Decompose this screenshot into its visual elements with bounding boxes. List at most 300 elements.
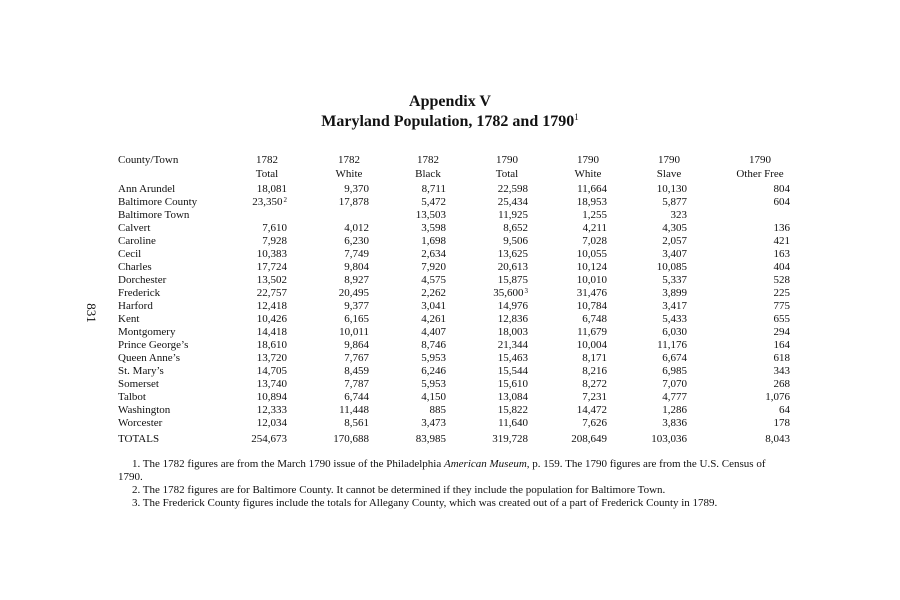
cell-value bbox=[607, 430, 687, 446]
cell-value bbox=[687, 391, 790, 404]
cell-number: 4,012 bbox=[344, 222, 369, 234]
cell-number: 7,626 bbox=[582, 417, 607, 429]
cell-number: 11,925 bbox=[498, 209, 528, 221]
cell-value bbox=[287, 287, 369, 300]
cell-value bbox=[687, 209, 790, 222]
cell-number: 4,407 bbox=[421, 326, 446, 338]
column-header-1790-other-free bbox=[725, 153, 795, 181]
cell-number: 9,804 bbox=[344, 261, 369, 273]
county-name: Cecil bbox=[118, 248, 142, 260]
cell-value bbox=[607, 183, 687, 196]
cell-number: 1,286 bbox=[662, 404, 687, 416]
table-row bbox=[118, 209, 790, 222]
cell-value bbox=[446, 196, 528, 209]
cell-number: 14,976 bbox=[497, 300, 528, 312]
cell-number: 10,124 bbox=[576, 261, 607, 273]
cell-value bbox=[287, 417, 369, 430]
cell-number: 4,150 bbox=[421, 391, 446, 403]
cell-value bbox=[287, 209, 369, 222]
county-name: TOTALS bbox=[118, 433, 160, 445]
cell-value bbox=[528, 339, 607, 352]
cell-number: 6,230 bbox=[344, 235, 369, 247]
cell-number: 804 bbox=[773, 183, 790, 195]
cell-number: 8,043 bbox=[765, 433, 790, 445]
table-row bbox=[118, 365, 790, 378]
cell-number: 10,426 bbox=[256, 313, 287, 325]
cell-value bbox=[687, 430, 790, 446]
cell-number: 5,472 bbox=[421, 196, 446, 208]
cell-number: 11,664 bbox=[577, 183, 607, 195]
cell-value bbox=[369, 313, 446, 326]
column-header-1790-total bbox=[472, 153, 542, 181]
cell-value bbox=[446, 248, 528, 261]
county-name: Baltimore Town bbox=[118, 209, 190, 221]
cell-value bbox=[287, 183, 369, 196]
cell-number: 64 bbox=[779, 404, 790, 416]
cell-number: 163 bbox=[773, 248, 790, 260]
cell-number: 4,211 bbox=[582, 222, 607, 234]
cell-number: 10,383 bbox=[256, 248, 287, 260]
county-name: Dorchester bbox=[118, 274, 167, 286]
cell-number: 103,036 bbox=[651, 433, 687, 445]
cell-value bbox=[528, 300, 607, 313]
cell-value bbox=[528, 196, 607, 209]
table-row bbox=[118, 391, 790, 404]
cell-number: 5,433 bbox=[662, 313, 687, 325]
cell-number: 8,711 bbox=[421, 183, 446, 195]
cell-value bbox=[287, 274, 369, 287]
cell-number: 268 bbox=[773, 378, 790, 390]
cell-number: 83,985 bbox=[415, 433, 446, 445]
table-title-text: Maryland Population, 1782 and 1790 bbox=[321, 113, 575, 130]
cell-number: 35,600 bbox=[493, 287, 524, 299]
page-number: 831 bbox=[84, 303, 99, 323]
cell-number: 4,777 bbox=[662, 391, 687, 403]
cell-value bbox=[228, 339, 287, 352]
cell-value bbox=[369, 378, 446, 391]
county-name: Montgomery bbox=[118, 326, 176, 338]
cell-value bbox=[287, 430, 369, 446]
cell-number: 208,649 bbox=[571, 433, 607, 445]
cell-value bbox=[446, 222, 528, 235]
cell-value bbox=[687, 248, 790, 261]
cell-value bbox=[528, 183, 607, 196]
cell-value bbox=[607, 378, 687, 391]
cell-number: 10,784 bbox=[576, 300, 607, 312]
cell-value bbox=[228, 365, 287, 378]
cell-value bbox=[369, 365, 446, 378]
cell-number: 6,674 bbox=[662, 352, 687, 364]
cell-value bbox=[228, 248, 287, 261]
cell-value bbox=[528, 365, 607, 378]
cell-value bbox=[369, 261, 446, 274]
cell-number: 7,070 bbox=[662, 378, 687, 390]
column-header-1782-total bbox=[232, 153, 302, 181]
cell-number: 15,463 bbox=[497, 352, 528, 364]
cell-number: 6,985 bbox=[662, 365, 687, 377]
cell-number: 8,459 bbox=[344, 365, 369, 377]
table-row bbox=[118, 326, 790, 339]
cell-number: 18,610 bbox=[256, 339, 287, 351]
cell-value bbox=[369, 196, 446, 209]
cell-value bbox=[607, 391, 687, 404]
cell-number: 13,084 bbox=[497, 391, 528, 403]
cell-number: 3,041 bbox=[421, 300, 446, 312]
cell-value bbox=[687, 352, 790, 365]
cell-value bbox=[687, 287, 790, 300]
county-name: Talbot bbox=[118, 391, 146, 403]
cell-number: 5,337 bbox=[662, 274, 687, 286]
table-row bbox=[118, 274, 790, 287]
cell-value bbox=[287, 404, 369, 417]
table-row bbox=[118, 313, 790, 326]
cell-number: 8,216 bbox=[582, 365, 607, 377]
cell-value bbox=[528, 378, 607, 391]
cell-value bbox=[287, 196, 369, 209]
cell-value bbox=[228, 417, 287, 430]
column-header-label: Total bbox=[255, 168, 279, 180]
cell-value bbox=[369, 404, 446, 417]
cell-number: 7,920 bbox=[421, 261, 446, 273]
cell-number: 8,927 bbox=[344, 274, 369, 286]
cell-value bbox=[607, 196, 687, 209]
cell-number: 14,472 bbox=[576, 404, 607, 416]
cell-number: 14,418 bbox=[256, 326, 287, 338]
cell-value bbox=[228, 196, 287, 209]
cell-value bbox=[287, 313, 369, 326]
cell-number: 10,894 bbox=[256, 391, 287, 403]
cell-value bbox=[369, 222, 446, 235]
cell-value bbox=[446, 313, 528, 326]
cell-value bbox=[446, 261, 528, 274]
cell-value bbox=[287, 365, 369, 378]
cell-value bbox=[287, 248, 369, 261]
cell-value bbox=[607, 209, 687, 222]
cell-value bbox=[607, 235, 687, 248]
cell-number: 885 bbox=[429, 404, 446, 416]
column-header-label: White bbox=[574, 168, 602, 180]
cell-value bbox=[369, 248, 446, 261]
cell-number: 323 bbox=[670, 209, 687, 221]
cell-value bbox=[687, 235, 790, 248]
cell-number: 14,705 bbox=[256, 365, 287, 377]
cell-value bbox=[607, 404, 687, 417]
cell-number: 9,377 bbox=[344, 300, 369, 312]
cell-value bbox=[287, 235, 369, 248]
table-row bbox=[118, 404, 790, 417]
county-name: Worcester bbox=[118, 417, 163, 429]
cell-value bbox=[228, 209, 287, 222]
table-title-footnote-ref: 1 bbox=[574, 112, 579, 122]
county-name: Washington bbox=[118, 404, 171, 416]
cell-value bbox=[687, 274, 790, 287]
cell-value bbox=[528, 352, 607, 365]
cell-value bbox=[369, 339, 446, 352]
table-row bbox=[118, 235, 790, 248]
cell-value bbox=[528, 417, 607, 430]
cell-value bbox=[607, 274, 687, 287]
table-row bbox=[118, 300, 790, 313]
cell-number: 8,746 bbox=[421, 339, 446, 351]
cell-number: 17,724 bbox=[256, 261, 287, 273]
county-name: Harford bbox=[118, 300, 153, 312]
cell-value bbox=[607, 352, 687, 365]
county-name: Caroline bbox=[118, 235, 156, 247]
cell-number: 11,679 bbox=[577, 326, 607, 338]
table-row bbox=[118, 183, 790, 196]
cell-value bbox=[528, 222, 607, 235]
cell-value bbox=[369, 326, 446, 339]
cell-number: 13,503 bbox=[415, 209, 446, 221]
cell-value bbox=[607, 248, 687, 261]
county-name: St. Mary’s bbox=[118, 365, 164, 377]
cell-number: 7,231 bbox=[582, 391, 607, 403]
county-name: Charles bbox=[118, 261, 152, 273]
cell-number: 1,698 bbox=[421, 235, 446, 247]
cell-value bbox=[687, 404, 790, 417]
column-header-label: Slave bbox=[656, 168, 682, 180]
cell-number: 3,473 bbox=[421, 417, 446, 429]
cell-number: 8,561 bbox=[344, 417, 369, 429]
county-name: Prince George’s bbox=[118, 339, 189, 351]
cell-value bbox=[607, 417, 687, 430]
cell-number: 15,822 bbox=[497, 404, 528, 416]
cell-value bbox=[687, 339, 790, 352]
cell-number: 18,081 bbox=[256, 183, 287, 195]
table-row bbox=[118, 339, 790, 352]
column-header-1790-slave bbox=[634, 153, 704, 181]
cell-number: 18,953 bbox=[576, 196, 607, 208]
cell-value bbox=[528, 326, 607, 339]
county-name: Frederick bbox=[118, 287, 161, 299]
cell-value bbox=[369, 391, 446, 404]
cell-value bbox=[228, 300, 287, 313]
cell-number: 13,720 bbox=[256, 352, 287, 364]
cell-value bbox=[607, 287, 687, 300]
column-header-year: 1790 bbox=[658, 154, 680, 166]
cell-number: 655 bbox=[773, 313, 790, 325]
cell-number: 15,875 bbox=[497, 274, 528, 286]
cell-number: 25,434 bbox=[497, 196, 528, 208]
cell-number: 13,740 bbox=[256, 378, 287, 390]
cell-value bbox=[687, 261, 790, 274]
cell-value bbox=[369, 430, 446, 446]
cell-number: 3,598 bbox=[421, 222, 446, 234]
cell-number: 20,495 bbox=[338, 287, 369, 299]
cell-number: 13,502 bbox=[256, 274, 287, 286]
table-row bbox=[118, 222, 790, 235]
cell-value bbox=[369, 183, 446, 196]
cell-number: 9,506 bbox=[503, 235, 528, 247]
cell-number: 9,370 bbox=[344, 183, 369, 195]
footnote-1-text-end: , p. 159. The 1790 figures are from the U.S. Census of 1790. bbox=[118, 458, 766, 483]
cell-value bbox=[687, 183, 790, 196]
totals-row bbox=[118, 430, 790, 446]
cell-number: 9,864 bbox=[344, 339, 369, 351]
column-header-label: Black bbox=[415, 168, 441, 180]
cell-number: 22,598 bbox=[497, 183, 528, 195]
cell-value bbox=[528, 404, 607, 417]
column-header-label: White bbox=[335, 168, 363, 180]
cell-value bbox=[687, 196, 790, 209]
cell-number: 1,076 bbox=[765, 391, 790, 403]
cell-number: 23,350 bbox=[252, 196, 283, 208]
cell-number: 136 bbox=[773, 222, 790, 234]
column-header-year: 1790 bbox=[496, 154, 518, 166]
cell-number: 10,130 bbox=[656, 183, 687, 195]
cell-value bbox=[607, 313, 687, 326]
cell-value bbox=[287, 339, 369, 352]
cell-number: 12,418 bbox=[256, 300, 287, 312]
cell-number: 164 bbox=[773, 339, 790, 351]
column-header-year: 1782 bbox=[417, 154, 439, 166]
cell-number: 11,176 bbox=[657, 339, 687, 351]
cell-number: 10,085 bbox=[656, 261, 687, 273]
cell-value bbox=[446, 404, 528, 417]
cell-value bbox=[369, 235, 446, 248]
cell-value bbox=[607, 300, 687, 313]
cell-number: 10,004 bbox=[576, 339, 607, 351]
footnotes bbox=[118, 458, 790, 510]
table-title bbox=[0, 113, 900, 131]
cell-number: 22,757 bbox=[256, 287, 287, 299]
column-header-year: 1790 bbox=[577, 154, 599, 166]
table-row bbox=[118, 378, 790, 391]
column-header-label: Other Free bbox=[736, 168, 784, 180]
cell-number: 528 bbox=[773, 274, 790, 286]
cell-number: 254,673 bbox=[251, 433, 287, 445]
cell-value bbox=[607, 339, 687, 352]
table-row bbox=[118, 287, 790, 300]
cell-value bbox=[228, 261, 287, 274]
cell-value bbox=[687, 300, 790, 313]
footnote-3: 3. The Frederick County figures include the totals for Allegany County, which was created out of a part of Frederick County in 1789. bbox=[132, 497, 718, 509]
footnote-1 bbox=[118, 458, 790, 484]
cell-value bbox=[446, 365, 528, 378]
cell-value bbox=[687, 313, 790, 326]
cell-value bbox=[228, 313, 287, 326]
cell-value bbox=[369, 287, 446, 300]
cell-number: 170,688 bbox=[333, 433, 369, 445]
cell-value bbox=[687, 222, 790, 235]
cell-value bbox=[607, 261, 687, 274]
cell-value bbox=[446, 352, 528, 365]
cell-value bbox=[446, 339, 528, 352]
cell-value bbox=[446, 287, 528, 300]
cell-number: 8,272 bbox=[582, 378, 607, 390]
cell-value bbox=[528, 391, 607, 404]
cell-number: 319,728 bbox=[492, 433, 528, 445]
cell-number: 6,165 bbox=[344, 313, 369, 325]
cell-value bbox=[446, 378, 528, 391]
table-row bbox=[118, 352, 790, 365]
cell-value bbox=[369, 209, 446, 222]
cell-number: 7,028 bbox=[582, 235, 607, 247]
cell-number: 7,787 bbox=[344, 378, 369, 390]
county-name: Queen Anne’s bbox=[118, 352, 181, 364]
cell-number: 6,748 bbox=[582, 313, 607, 325]
cell-value bbox=[528, 248, 607, 261]
cell-value bbox=[446, 274, 528, 287]
cell-value bbox=[687, 365, 790, 378]
cell-number: 294 bbox=[773, 326, 790, 338]
column-header-1782-white bbox=[314, 153, 384, 181]
cell-number: 7,749 bbox=[344, 248, 369, 260]
cell-value bbox=[228, 391, 287, 404]
cell-number: 404 bbox=[773, 261, 790, 273]
cell-number: 6,030 bbox=[662, 326, 687, 338]
cell-value bbox=[228, 183, 287, 196]
cell-number: 7,928 bbox=[262, 235, 287, 247]
cell-number: 18,003 bbox=[497, 326, 528, 338]
cell-number: 5,953 bbox=[421, 352, 446, 364]
cell-value bbox=[528, 313, 607, 326]
cell-number: 13,625 bbox=[497, 248, 528, 260]
footnote-1-text: 1. The 1782 figures are from the March 1790 issue of the Philadelphia bbox=[132, 458, 444, 470]
cell-value bbox=[287, 326, 369, 339]
column-header-year: 1790 bbox=[749, 154, 771, 166]
cell-value bbox=[528, 287, 607, 300]
cell-value bbox=[528, 274, 607, 287]
cell-value bbox=[287, 391, 369, 404]
cell-number: 5,877 bbox=[662, 196, 687, 208]
cell-number: 2,634 bbox=[421, 248, 446, 260]
footnote-ref: 3 bbox=[524, 287, 528, 295]
cell-number: 178 bbox=[773, 417, 790, 429]
cell-value bbox=[446, 326, 528, 339]
cell-value bbox=[228, 222, 287, 235]
cell-value bbox=[446, 417, 528, 430]
cell-value bbox=[369, 300, 446, 313]
cell-number: 1,255 bbox=[582, 209, 607, 221]
cell-value bbox=[528, 261, 607, 274]
cell-number: 15,544 bbox=[497, 365, 528, 377]
footnote-2: 2. The 1782 figures are for Baltimore County. It cannot be determined if they include the population for Baltimore Town. bbox=[132, 484, 666, 496]
cell-number: 7,610 bbox=[262, 222, 287, 234]
cell-number: 4,261 bbox=[421, 313, 446, 325]
cell-value bbox=[228, 287, 287, 300]
cell-number: 31,476 bbox=[576, 287, 607, 299]
cell-value bbox=[687, 378, 790, 391]
cell-value bbox=[446, 183, 528, 196]
cell-number: 3,407 bbox=[662, 248, 687, 260]
cell-value bbox=[528, 235, 607, 248]
column-header-1790-white bbox=[553, 153, 623, 181]
table-row bbox=[118, 417, 790, 430]
cell-value bbox=[228, 274, 287, 287]
appendix-title: Appendix V bbox=[409, 93, 491, 110]
cell-value bbox=[287, 222, 369, 235]
cell-value bbox=[369, 352, 446, 365]
cell-number: 3,899 bbox=[662, 287, 687, 299]
table-row bbox=[118, 196, 790, 209]
cell-number: 11,448 bbox=[339, 404, 369, 416]
cell-number: 17,878 bbox=[338, 196, 369, 208]
cell-number: 5,953 bbox=[421, 378, 446, 390]
cell-number: 8,652 bbox=[503, 222, 528, 234]
cell-number: 12,836 bbox=[497, 313, 528, 325]
column-header-1782-black bbox=[393, 153, 463, 181]
county-name: Kent bbox=[118, 313, 140, 325]
cell-value bbox=[228, 326, 287, 339]
footnote-ref: 2 bbox=[283, 196, 287, 204]
cell-value bbox=[446, 209, 528, 222]
cell-number: 225 bbox=[773, 287, 790, 299]
column-header-year: 1782 bbox=[338, 154, 360, 166]
county-name: Calvert bbox=[118, 222, 151, 234]
cell-value bbox=[607, 365, 687, 378]
cell-value bbox=[446, 430, 528, 446]
